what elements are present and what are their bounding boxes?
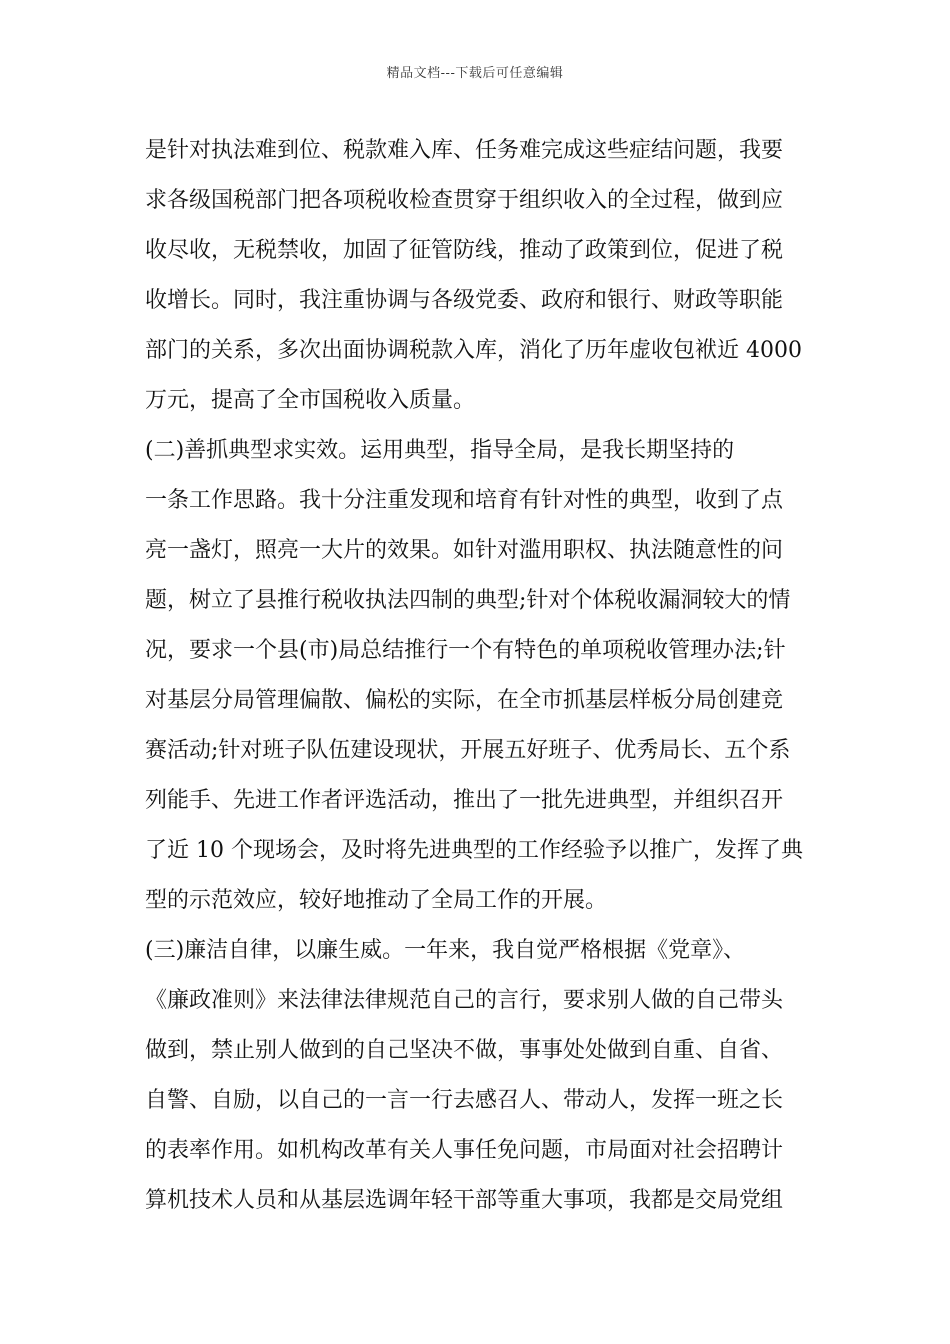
text-line: 了近 10 个现场会，及时将先进典型的工作经验予以推广，发挥了典 [145, 838, 803, 863]
text-line: 一条工作思路。我十分注重发现和培育有针对性的典型，收到了点 [145, 488, 784, 513]
text-line: 算机技术人员和从基层选调年轻干部等重大事项，我都是交局党组 [145, 1188, 784, 1213]
text-line: (三)廉洁自律，以廉生威。一年来，我自觉严格根据《党章》、 [145, 938, 746, 963]
text-line: 求各级国税部门把各项税收检查贯穿于组织收入的全过程，做到应 [145, 188, 784, 213]
text-line: 亮一盏灯，照亮一大片的效果。如针对滥用职权、执法随意性的问 [145, 538, 784, 563]
text-line: 自警、自励，以自己的一言一行去感召人、带动人，发挥一班之长 [145, 1088, 784, 1113]
text-line: 是针对执法难到位、税款难入库、任务难完成这些症结问题，我要 [145, 138, 784, 163]
text-line: 的表率作用。如机构改革有关人事任免问题，市局面对社会招聘计 [145, 1138, 784, 1163]
text-line: 况，要求一个县(市)局总结推行一个有特色的单项税收管理办法;针 [145, 638, 786, 663]
text-line: 题，树立了县推行税收执法四制的典型;针对个体税收漏洞较大的情 [145, 588, 791, 613]
text-line: 赛活动;针对班子队伍建设现状，开展五好班子、优秀局长、五个系 [145, 738, 791, 763]
page-header: 精品文档---下载后可任意编辑 [386, 66, 564, 81]
text-line: 列能手、先进工作者评选活动，推出了一批先进典型，并组织召开 [145, 788, 784, 813]
text-line: 收增长。同时，我注重协调与各级党委、政府和银行、财政等职能 [145, 288, 784, 313]
text-line: 对基层分局管理偏散、偏松的实际，在全市抓基层样板分局创建竞 [145, 688, 784, 713]
text-line: 型的示范效应，较好地推动了全局工作的开展。 [145, 888, 608, 913]
text-line: 做到，禁止别人做到的自己坚决不做，事事处处做到自重、自省、 [145, 1038, 784, 1063]
text-line: 收尽收，无税禁收，加固了征管防线，推动了政策到位，促进了税 [145, 238, 784, 263]
text-line: 万元，提高了全市国税收入质量。 [145, 388, 476, 413]
text-line: (二)善抓典型求实效。运用典型，指导全局，是我长期坚持的 [145, 438, 735, 463]
text-line: 部门的关系，多次出面协调税款入库，消化了历年虚收包袱近 4000 [145, 338, 802, 363]
text-line: 《廉政准则》来法律法律规范自己的言行，要求别人做的自己带头 [145, 988, 784, 1013]
